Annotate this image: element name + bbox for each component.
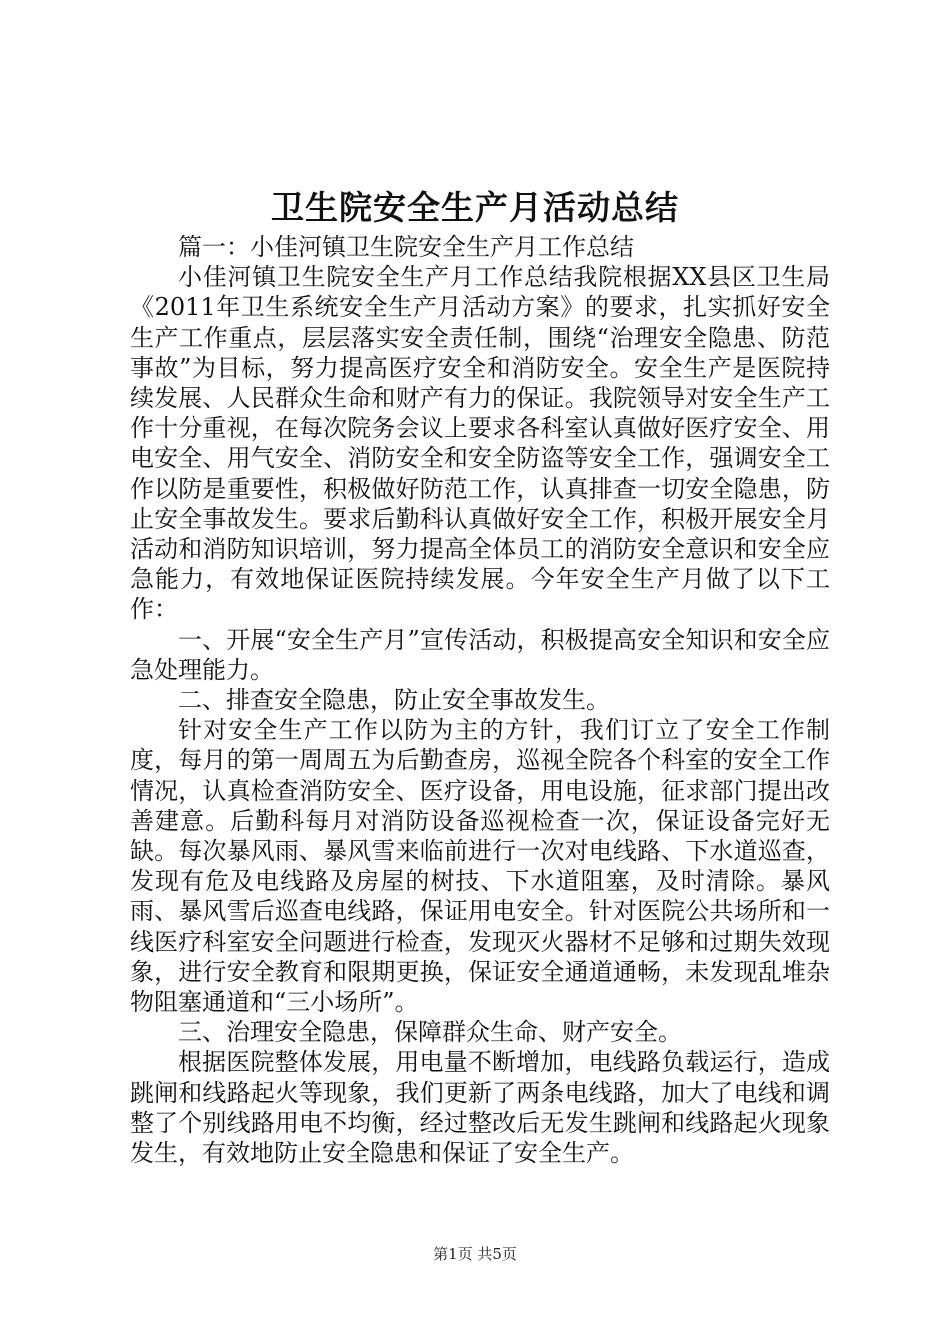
paragraph-item-2-detail: 针对安全生产工作以防为主的方针，我们订立了安全工作制度，每月的第一周周五为后勤查房，巡视全院各个科室的安全工作情况，认真检查消防安全、医疗设备，用电设施，征求部门提出改善建意。后勤科每月对消防设备巡视检查一次，保证设备完好无缺。每次暴风雨、暴风雪来临前进行一次对电线路、下水道巡查，发现有危及电线路及房屋的树技、下水道阻塞，及时清除。暴风雨、暴风雪后巡查电线路，保证用电安全。针对医院公共场所和一线医疗科室安全问题进行检查，发现灭火器材不足够和过期失效现象，进行安全教育和限期更换，保证安全通道通畅，未发现乱堆杂物阻塞通道和“三小场所”。 [130, 716, 830, 1017]
document-title: 卫生院安全生产月活动总结 [271, 188, 679, 227]
paragraph-item-3: 三、治理安全隐患，保障群众生命、财产安全。 [178, 1018, 682, 1047]
paragraph-item-3-detail: 根据医院整体发展，用电量不断增加，电线路负载运行，造成跳闸和线路起火等现象，我们更新了两条电线路，加大了电线和调整了个别线路用电不均衡，经过整改后无发生跳闸和线路起火现象发生，有效地防止安全隐患和保证了安全生产。 [130, 1048, 830, 1168]
paragraph-item-2: 二、排查安全隐患，防止安全事故发生。 [178, 686, 610, 715]
section-heading: 篇一：小佳河镇卫生院安全生产月工作总结 [178, 233, 634, 261]
document-body [130, 232, 830, 1168]
page-footer: 第1页 共5页 [433, 1245, 517, 1263]
paragraph-intro: 小佳河镇卫生院安全生产月工作总结我院根据XX县区卫生局《2011年卫生系统安全生产月活动方案》的要求，扎实抓好安全生产工作重点，层层落实安全责任制，围绕“治理安全隐患、防范事故”为目标，努力提高医疗安全和消防安全。安全生产是医院持续发展、人民群众生命和财产有力的保证。我院领导对安全生产工作十分重视，在每次院务会议上要求各科室认真做好医疗安全、用电安全、用气安全、消防安全和安全防盗等安全工作，强调安全工作以防是重要性，积极做好防范工作，认真排查一切安全隐患，防止安全事故发生。要求后勤科认真做好安全工作，积极开展安全月活动和消防知识培训，努力提高全体员工的消防安全意识和安全应急能力，有效地保证医院持续发展。今年安全生产月做了以下工作： [130, 263, 830, 624]
paragraph-item-1: 一、开展“安全生产月”宣传活动，积极提高安全知识和安全应急处理能力。 [130, 625, 830, 684]
